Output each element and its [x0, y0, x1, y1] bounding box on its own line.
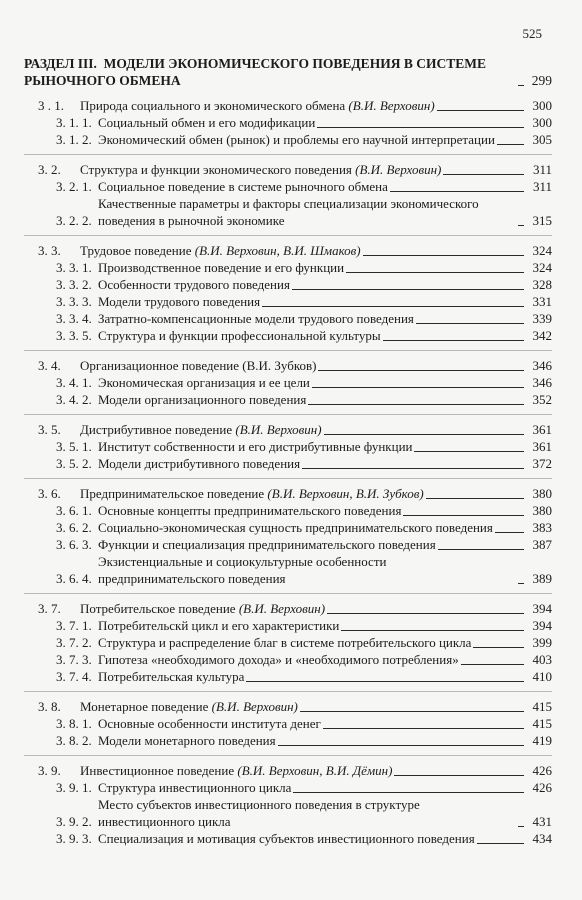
section-number: 3. 3. 1.: [56, 260, 92, 275]
toc-chapter-entry[interactable]: [24, 600, 552, 617]
toc-chapter: [24, 593, 552, 685]
section-number: 3. 2. 1.: [56, 179, 92, 194]
toc-section-entry[interactable]: [24, 310, 552, 327]
toc-section-entry[interactable]: [24, 553, 552, 587]
page-ref: 346: [532, 358, 552, 373]
dot-leader: [403, 515, 524, 516]
page-ref: 415: [532, 699, 552, 714]
dot-leader: [262, 306, 524, 307]
dot-leader: [426, 498, 524, 499]
section-number: 3. 7. 1.: [56, 618, 92, 633]
page-ref: 426: [532, 763, 552, 778]
toc-section-entry[interactable]: [24, 617, 552, 634]
page-ref: 361: [532, 422, 552, 437]
section-title: Структура и функции профессиональной культуры: [98, 328, 381, 343]
section-number: 3. 7. 2.: [56, 635, 92, 650]
dot-leader: [317, 127, 524, 128]
section-number: 3. 8. 2.: [56, 733, 92, 748]
section-title: Структура и распределение благ в системе потребительского цикла: [98, 635, 472, 650]
page-ref: 380: [532, 486, 552, 501]
dot-leader: [438, 549, 524, 550]
section-title: Функции и специализация предпринимательского поведения: [98, 537, 436, 552]
page-ref: 389: [532, 571, 552, 586]
dot-leader: [495, 532, 524, 533]
section-number: 3. 3. 2.: [56, 277, 92, 292]
part-heading: [24, 55, 552, 89]
toc-section-entry[interactable]: [24, 651, 552, 668]
toc-section-entry[interactable]: [24, 391, 552, 408]
dot-leader: [302, 468, 524, 469]
dot-leader: [461, 664, 524, 665]
toc-chapter-entry[interactable]: [24, 97, 552, 114]
page-ref: 399: [532, 635, 552, 650]
dot-leader: [318, 370, 524, 371]
dot-leader: [246, 681, 524, 682]
page-ref: 410: [532, 669, 552, 684]
chapter-authors: (В.И. Верховин, В.И. Дёмин): [237, 763, 393, 778]
page-ref: 394: [532, 618, 552, 633]
page-number: 525: [522, 26, 542, 41]
chapter-number: 3. 6.: [38, 486, 61, 501]
chapter-title: Структура и функции экономического поведения (В.И. Верховин): [80, 162, 442, 177]
dot-leader: [437, 110, 524, 111]
section-number: 3. 3. 4.: [56, 311, 92, 326]
page-ref: 434: [532, 831, 552, 846]
toc-chapter: [24, 154, 552, 229]
page-ref: 331: [532, 294, 552, 309]
page-ref: 361: [532, 439, 552, 454]
section-number: 3. 8. 1.: [56, 716, 92, 731]
section-title: Модели трудового поведения: [98, 294, 261, 309]
toc-section-entry[interactable]: [24, 374, 552, 391]
toc-chapter: [24, 691, 552, 749]
section-number: 3. 5. 2.: [56, 456, 92, 471]
toc-chapter-entry[interactable]: [24, 485, 552, 502]
dot-leader: [416, 323, 524, 324]
toc-section-entry[interactable]: [24, 796, 552, 830]
page-ref: 394: [532, 601, 552, 616]
dot-leader: [518, 583, 524, 584]
page-ref: 383: [532, 520, 552, 535]
dot-leader: [518, 826, 524, 827]
page-ref: 311: [532, 179, 552, 194]
page-ref: 311: [532, 162, 552, 177]
toc-section-entry[interactable]: [24, 114, 552, 131]
page-ref: 415: [532, 716, 552, 731]
dot-leader: [278, 745, 524, 746]
section-title: Структура инвестиционного цикла: [98, 780, 292, 795]
section-title: Качественные параметры и факторы специализации экономического поведения в рыночной экономике: [98, 196, 479, 228]
dot-leader: [346, 272, 524, 273]
dot-leader: [363, 255, 524, 256]
page-ref: 426: [532, 780, 552, 795]
dot-leader: [390, 191, 524, 192]
page-ref: 328: [532, 277, 552, 292]
page-ref: 387: [532, 537, 552, 552]
section-title: Особенности трудового поведения: [98, 277, 290, 292]
toc-section-entry[interactable]: [24, 276, 552, 293]
chapter-title: Инвестиционное поведение (В.И. Верховин, В.И. Дёмин): [80, 763, 393, 778]
chapter-title: Дистрибутивное поведение (В.И. Верховин): [80, 422, 322, 437]
dot-leader: [473, 647, 524, 648]
dot-leader: [443, 174, 524, 175]
toc-chapter: [24, 755, 552, 847]
toc-section-entry[interactable]: [24, 732, 552, 749]
dot-leader: [394, 775, 524, 776]
section-title: Социальный обмен и его модификации: [98, 115, 316, 130]
section-number: 3. 1. 1.: [56, 115, 92, 130]
toc-section-entry[interactable]: [24, 715, 552, 732]
dot-leader: [414, 451, 524, 452]
chapter-authors: (В.И. Верховин): [355, 162, 442, 177]
section-number: 3. 3. 3.: [56, 294, 92, 309]
section-number: 3. 5. 1.: [56, 439, 92, 454]
dot-leader: [477, 843, 524, 844]
section-title: Экономический обмен (рынок) и проблемы его научной интерпретации: [98, 132, 495, 147]
dot-leader: [312, 387, 524, 388]
toc-chapter: [24, 97, 552, 148]
section-title: Экзистенциальные и социокультурные особенности предпринимательского поведения: [98, 554, 387, 586]
chapter-number: 3. 7.: [38, 601, 61, 616]
toc-section-entry[interactable]: [24, 830, 552, 847]
toc-chapter: [24, 478, 552, 587]
chapter-title: Природа социального и экономического обмена (В.И. Верховин): [80, 98, 435, 113]
chapter-authors: (В.И. Верховин, В.И. Шмаков): [194, 243, 361, 258]
toc-chapter-entry[interactable]: [24, 762, 552, 779]
toc-section-entry[interactable]: [24, 668, 552, 685]
section-title: Экономическая организация и ее цели: [98, 375, 310, 390]
page-ref: 324: [532, 243, 552, 258]
chapter-title: Организационное поведение (В.И. Зубков): [80, 358, 317, 373]
section-title: Затратно-компенсационные модели трудового поведения: [98, 311, 414, 326]
chapter-authors: (В.И. Верховин): [211, 699, 298, 714]
chapter-number: 3. 8.: [38, 699, 61, 714]
section-title: Специализация и мотивация субъектов инвестиционного поведения: [98, 831, 475, 846]
page-ref: 419: [532, 733, 552, 748]
toc-section-entry[interactable]: [24, 634, 552, 651]
chapter-title: Монетарное поведение (В.И. Верховин): [80, 699, 298, 714]
toc-section-entry[interactable]: [24, 438, 552, 455]
chapter-title: Трудовое поведение (В.И. Верховин, В.И. Шмаков): [80, 243, 361, 258]
chapter-authors: (В.И. Верховин): [238, 601, 326, 616]
page-ref: 339: [532, 311, 552, 326]
toc-section-entry[interactable]: [24, 195, 552, 229]
section-title: Потребительскй цикл и его характеристики: [98, 618, 340, 633]
section-title: Производственное поведение и его функции: [98, 260, 345, 275]
page-ref: 346: [532, 375, 552, 390]
chapter-number: 3. 9.: [38, 763, 61, 778]
dot-leader: [292, 289, 524, 290]
toc-section-entry[interactable]: [24, 327, 552, 344]
part-title: РАЗДЕЛ III. МОДЕЛИ ЭКОНОМИЧЕСКОГО ПОВЕДЕНИЯ В СИСТЕМЕ РЫНОЧНОГО ОБМЕНА: [24, 56, 486, 88]
chapter-number: 3 . 1.: [38, 98, 64, 113]
section-title: Модели монетарного поведения: [98, 733, 276, 748]
section-number: 3. 1. 2.: [56, 132, 92, 147]
toc-chapter-entry[interactable]: [24, 161, 552, 178]
page-ref: 305: [532, 132, 552, 147]
section-number: 3. 7. 4.: [56, 669, 92, 684]
dot-leader: [327, 613, 524, 614]
dot-leader: [383, 340, 524, 341]
section-number: 3. 7. 3.: [56, 652, 92, 667]
section-number: 3. 6. 4.: [56, 571, 92, 586]
toc-chapter-entry[interactable]: [24, 242, 552, 259]
section-title: Потребительская культура: [98, 669, 245, 684]
page-ref: 431: [532, 814, 552, 829]
toc-chapter: [24, 235, 552, 344]
page-ref: 352: [532, 392, 552, 407]
section-number: 3. 6. 2.: [56, 520, 92, 535]
chapter-authors: (В.И. Зубков): [242, 358, 317, 373]
dot-leader: [324, 434, 524, 435]
chapter-title: Потребительское поведение (В.И. Верховин): [80, 601, 326, 616]
chapter-number: 3. 2.: [38, 162, 61, 177]
page-ref: 315: [532, 213, 552, 228]
chapter-number: 3. 5.: [38, 422, 61, 437]
chapter-authors: (В.И. Верховин): [235, 422, 322, 437]
table-of-contents: [24, 55, 552, 847]
dot-leader: [308, 404, 524, 405]
toc-chapter: [24, 414, 552, 472]
section-number: 3. 9. 3.: [56, 831, 92, 846]
toc-chapter-entry[interactable]: [24, 421, 552, 438]
dot-leader: [518, 85, 524, 86]
toc-section-entry[interactable]: [24, 178, 552, 195]
section-number: 3. 6. 1.: [56, 503, 92, 518]
page-ref: 299: [531, 73, 552, 88]
dot-leader: [323, 728, 524, 729]
chapter-number: 3. 3.: [38, 243, 61, 258]
toc-section-entry[interactable]: [24, 502, 552, 519]
chapter-number: 3. 4.: [38, 358, 61, 373]
dot-leader: [341, 630, 524, 631]
toc-section-entry[interactable]: [24, 519, 552, 536]
section-title: Основные концепты предпринимательского поведения: [98, 503, 402, 518]
toc-section-entry[interactable]: [24, 779, 552, 796]
section-number: 3. 9. 2.: [56, 814, 92, 829]
section-number: 3. 6. 3.: [56, 537, 92, 552]
dot-leader: [300, 711, 524, 712]
section-number: 3. 4. 2.: [56, 392, 92, 407]
page-ref: 403: [532, 652, 552, 667]
toc-section-entry[interactable]: [24, 455, 552, 472]
page-ref: 324: [532, 260, 552, 275]
toc-chapter-entry[interactable]: [24, 698, 552, 715]
dot-leader: [293, 792, 524, 793]
toc-section-entry[interactable]: [24, 536, 552, 553]
section-title: Социально-экономическая сущность предпринимательского поведения: [98, 520, 493, 535]
toc-section-entry[interactable]: [24, 131, 552, 148]
section-title: Социальное поведение в системе рыночного обмена: [98, 179, 388, 194]
toc-chapter: [24, 350, 552, 408]
section-number: 3. 3. 5.: [56, 328, 92, 343]
toc-section-entry[interactable]: [24, 293, 552, 310]
toc-chapter-entry[interactable]: [24, 357, 552, 374]
chapter-authors: (В.И. Верховин, В.И. Зубков): [267, 486, 424, 501]
dot-leader: [497, 144, 524, 145]
section-title: Модели дистрибутивного поведения: [98, 456, 301, 471]
page-ref: 380: [532, 503, 552, 518]
toc-section-entry[interactable]: [24, 259, 552, 276]
page-ref: 300: [532, 115, 552, 130]
section-title: Место субъектов инвестиционного поведения в структуре инвестиционного цикла: [98, 797, 420, 829]
section-title: Гипотеза «необходимого дохода» и «необходимого потребления»: [98, 652, 459, 667]
section-number: 3. 9. 1.: [56, 780, 92, 795]
chapter-authors: (В.И. Верховин): [348, 98, 435, 113]
chapter-list: [24, 97, 552, 847]
page-ref: 300: [532, 98, 552, 113]
section-title: Институт собственности и его дистрибутивные функции: [98, 439, 413, 454]
page-ref: 372: [532, 456, 552, 471]
section-number: 3. 4. 1.: [56, 375, 92, 390]
section-number: 3. 2. 2.: [56, 213, 92, 228]
section-title: Модели организационного поведения: [98, 392, 307, 407]
chapter-title: Предпринимательское поведение (В.И. Верховин, В.И. Зубков): [80, 486, 424, 501]
dot-leader: [518, 225, 524, 226]
page-ref: 342: [532, 328, 552, 343]
section-title: Основные особенности института денег: [98, 716, 321, 731]
